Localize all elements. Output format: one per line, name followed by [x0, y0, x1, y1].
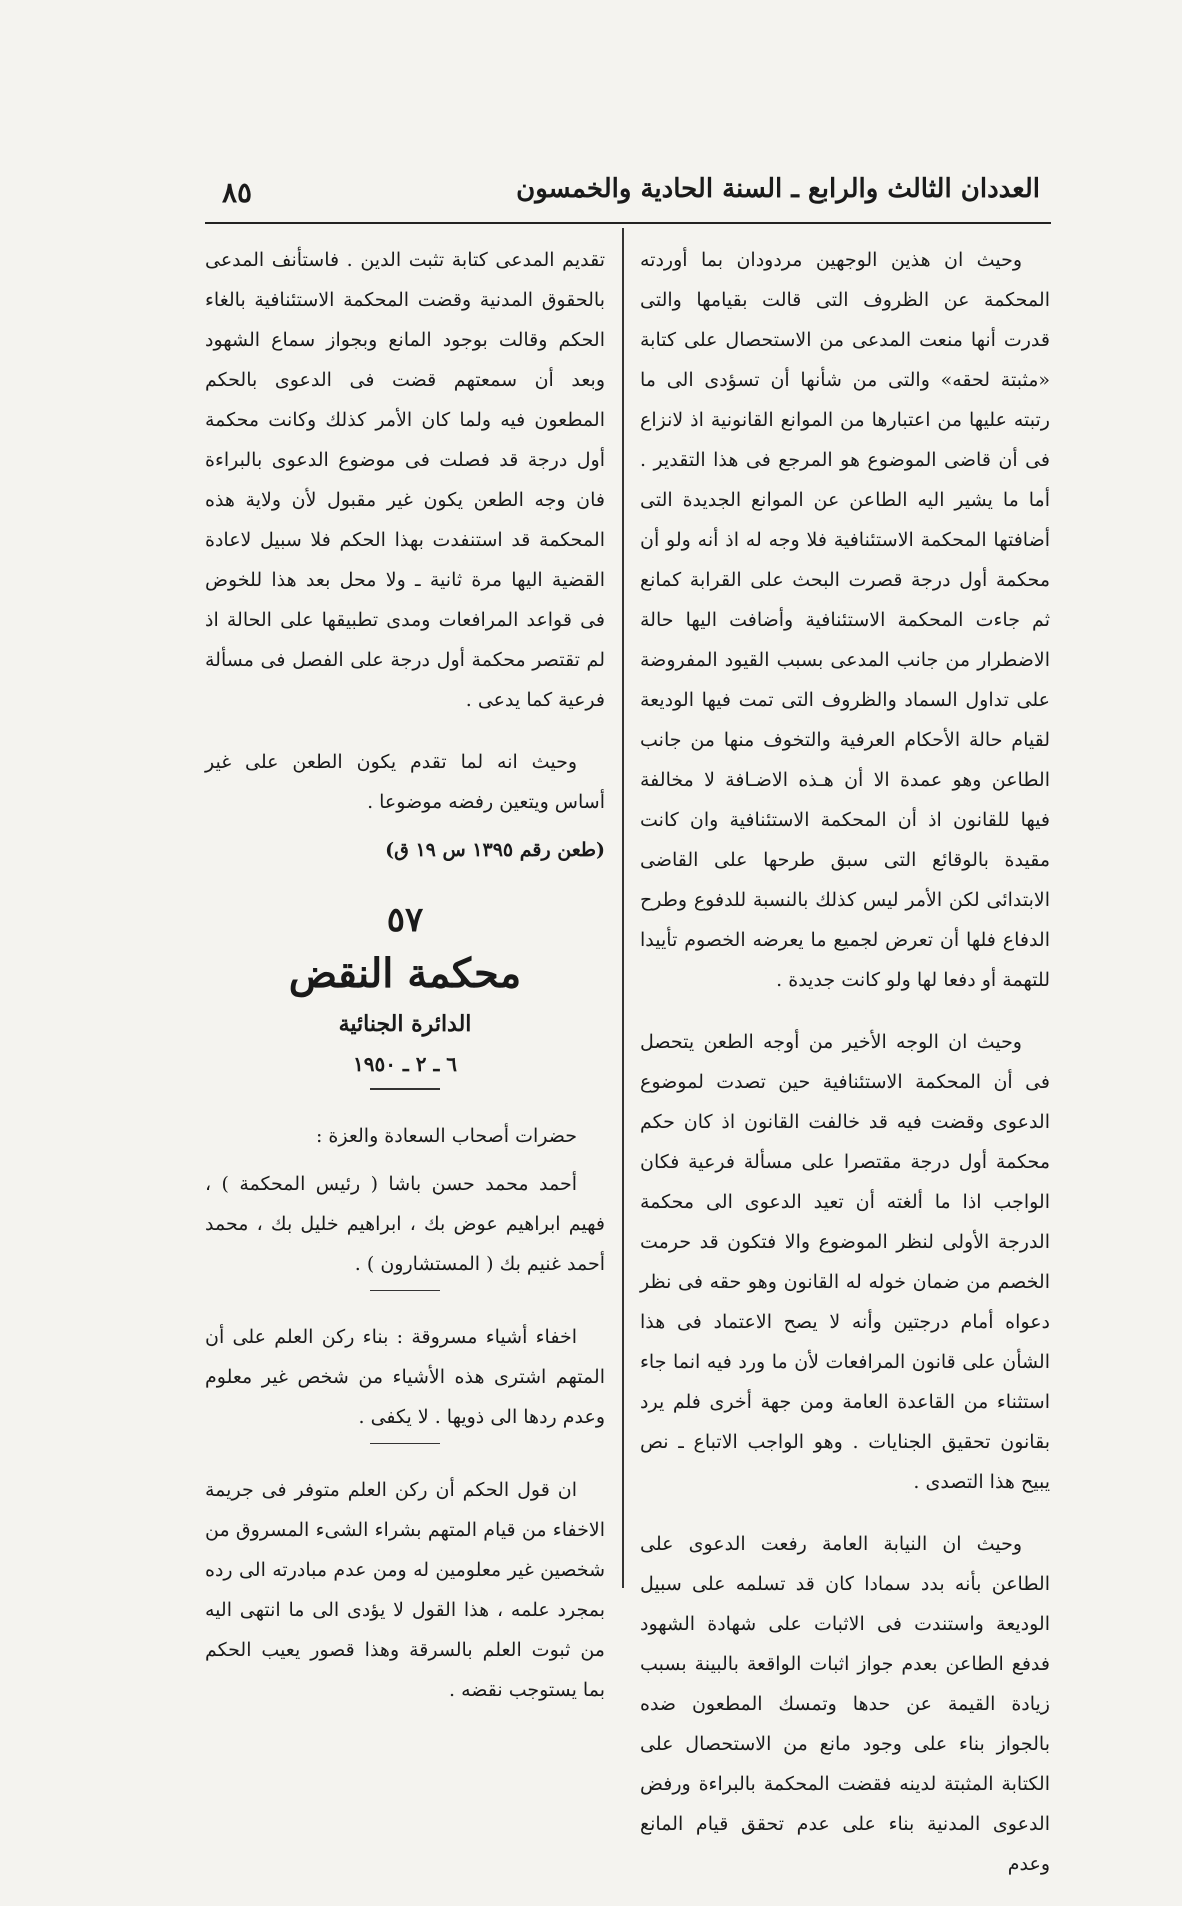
panel-members: أحمد محمد حسن باشا ( رئيس المحكمة ) ، فهيم ابراهيم عوض بك ، ابراهيم خليل بك ، محمد أحمد غنيم بك ( المستشارون ) . — [205, 1173, 605, 1275]
header-rule — [205, 222, 1051, 224]
paragraph: وحيث انه لما تقدم يكون الطعن على غير أساس ويتعين رفضه موضوعا . — [205, 751, 605, 813]
circuit-name: الدائرة الجنائية — [338, 1011, 472, 1037]
paragraph: تقديم المدعى كتابة تثبت الدين . فاستأنف المدعى بالحقوق المدنية وقضت المحكمة الاستئنافية بالغاء الحكم وقالت بوجود المانع وبجواز سماع الشهود وبعد أن سمعتهم قضت فى الدعوى بالحكم المطعون فيه ولما كان الأمر كذلك وكانت محكمة أول درجة قد فصلت فى موضوع الدعوى بالبراءة فان وجه الطعن يكون غير مقبول لأن ولاية هذه المحكمة قد استنفدت بهذا الحكم فلا سبيل لاعادة القضية اليها مرة ثانية ـ ولا محل بعد هذا للخوض فى قواعد المرافعات ومدى تطبيقها على الحالة اذ لم تقتصر محكمة أول درجة على الفصل فى مسألة فرعية كما يدعى . — [205, 249, 605, 711]
headnote: اخفاء أشياء مسروقة : بناء ركن العلم على أن المتهم اشترى هذه الأشياء من شخص غير معلوم وعدم ردها الى ذويها . لا يكفى . — [205, 1326, 605, 1428]
paragraph: وحيث ان الوجه الأخير من أوجه الطعن يتحصل فى أن المحكمة الاستئنافية حين تصدت لموضوع الدعوى وقضت فيه قد خالفت القانون اذ كان حكم محكمة أول درجة مقتصرا على مسألة فرعية فكان الواجب اذا ما ألغته أن تعيد الدعوى الى محكمة الدرجة الأولى لنظر الموضوع والا فتكون قد حرمت الخصم من ضمان خوله له القانون وهو حقه فى نظر دعواه أمام درجتين وأنه لا يصح الاعتماد فى هذا الشأن على قانون المرافعات لأن ما ورد فيه انما جاء استثناء من القاعدة العامة ومن جهة أخرى فلم يرد بقانون تحقيق الجنايات . وهو الواجب الاتباع ـ نص يبيح هذا التصدى . — [640, 1031, 1050, 1493]
ruling-number: ٥٧ — [386, 900, 424, 940]
section-rule — [370, 1088, 440, 1090]
summary: ان قول الحكم أن ركن العلم متوفر فى جريمة الاخفاء من قيام المتهم بشراء الشىء المسروق من شخصين غير معلومين له ومن عدم مبادرته الى رده بمجرد علمه ، هذا القول لا يؤدى الى ما انتهى اليه من ثبوت العلم بالسرقة وهذا قصور يعيب الحكم بما يستوجب نقضه . — [205, 1479, 605, 1701]
column-divider — [622, 228, 624, 1588]
page-number: ٨٥ — [222, 176, 253, 209]
paragraph: وحيث ان النيابة العامة رفعت الدعوى على الطاعن بأنه بدد سمادا كان قد تسلمه على سبيل الوديعة واستندت فى الاثبات على شهادة الشهود فدفع الطاعن بعدم جواز اثبات الواقعة بالبينة بسبب زيادة القيمة عن حدها وتمسك المطعون ضده بالجواز بناء على وجود مانع من الاستحصال على الكتابة المثبتة لدينه فقضت المحكمة بالبراءة ورفض الدعوى المدنية بناء على عدم تحقق قيام المانع وعدم — [640, 1533, 1050, 1875]
right-column — [640, 240, 1050, 1906]
section-rule — [370, 1290, 440, 1291]
running-title: العددان الثالث والرابع ـ السنة الحادية والخمسون — [516, 174, 1040, 204]
court-name: محكمة النقض — [288, 950, 522, 997]
page-header — [180, 168, 1040, 218]
section-rule — [370, 1443, 440, 1444]
paragraph: وحيث ان هذين الوجهين مردودان بما أوردته المحكمة عن الظروف التى قالت بقيامها والتى قدرت أنها منعت المدعى من الاستحصال على كتابة «مثبتة لحقه» والتى من شأنها أن تسؤدى الى ما رتبته عليها من اعتبارها من الموانع القانونية اذ لانزاع فى أن قاضى الموضوع هو المرجع فى هذا التقدير . أما ما يشير اليه الطاعن عن الموانع الجديدة التى أضافتها المحكمة الاستئنافية فلا وجه له اذ أنه ولو أن محكمة أول درجة قصرت البحث على القرابة كمانع ثم جاءت المحكمة الاستئنافية وأضافت اليها حالة الاضطرار من جانب المدعى بسبب القيود المفروضة على تداول السماد والظروف التى تمت فيها الوديعة لقيام حالة الأحكام العرفية والتخوف منها من جانب الطاعن وهو عمدة الا أن هـذه الاضـافة لا مخالفة فيها للقانون اذ أن المحكمة الاستئنافية وان كانت مقيدة بالوقائع التى سبق طرحها على القاضى الابتدائى لكن الأمر ليس كذلك بالنسبة للدفوع وطرح الدفاع فلها أن تعرض لجميع ما يعرضه الخصوم تأييدا للتهمة أو دفعا لها ولو كانت جديدة . — [640, 249, 1050, 991]
left-column — [205, 240, 605, 1732]
panel-intro: حضرات أصحاب السعادة والعزة : — [315, 1125, 577, 1147]
appeal-reference: (طعن رقم ١٣٩٥ س ١٩ ق) — [385, 839, 605, 861]
ruling-date: ٦ ـ ٢ ـ ١٩٥٠ — [352, 1052, 458, 1076]
